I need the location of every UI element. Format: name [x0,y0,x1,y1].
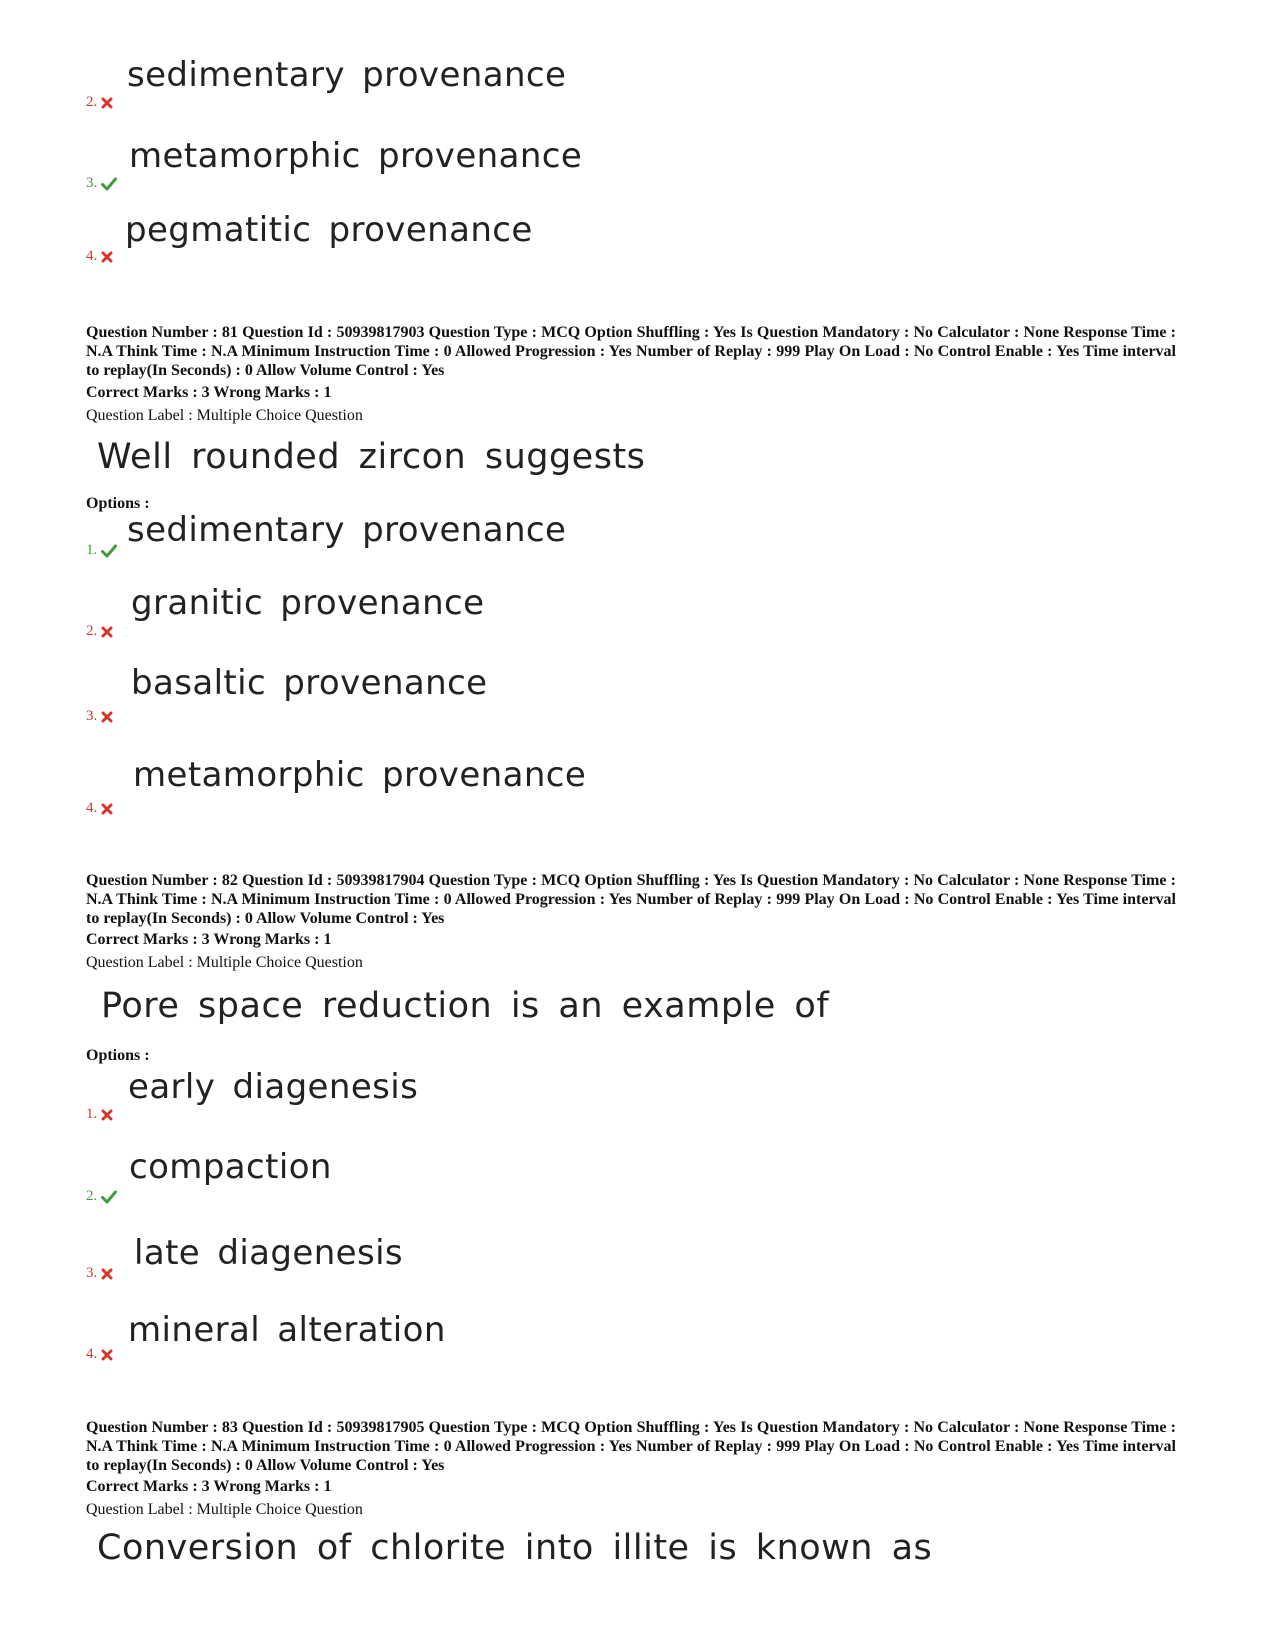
option-marker: 3. [86,1266,113,1281]
correct-check-icon [101,177,117,191]
option-marker: 4. [86,1347,113,1362]
question-label: Question Label : Multiple Choice Question [86,407,363,424]
option-marker: 3. [86,709,113,724]
wrong-cross-icon [101,1268,113,1280]
option-marker: 4. [86,801,113,816]
correct-check-icon [101,1190,117,1204]
option-marker: 2. [86,624,113,639]
options-heading: Options : [86,495,150,512]
option-text: pegmatitic provenance [125,210,533,250]
options-heading: Options : [86,1047,150,1064]
wrong-cross-icon [101,803,113,815]
option-text: compaction [129,1147,332,1187]
option-marker: 1. [86,1107,113,1122]
option-text: early diagenesis [128,1067,419,1107]
question-marks: Correct Marks : 3 Wrong Marks : 1 [86,931,332,948]
question-meta: Question Number : 82 Question Id : 50939817904 Question Type : MCQ Option Shuffling : Yes Is Question Mandatory : No Calculator : None Response Time : N.A Think Time : N.A Minimum Instruction Time : 0 Allowed Progression : Yes Number of Replay : 999 Play On Load : No Control Enable : Yes Time interval to replay(In Seconds) : 0 Allow Volume Control : Yes [86,872,1176,927]
wrong-cross-icon [101,711,113,723]
wrong-cross-icon [101,251,113,263]
question-marks: Correct Marks : 3 Wrong Marks : 1 [86,1478,332,1495]
question-marks: Correct Marks : 3 Wrong Marks : 1 [86,384,332,401]
option-marker: 2. [86,95,113,110]
question-meta: Question Number : 81 Question Id : 50939817903 Question Type : MCQ Option Shuffling : Yes Is Question Mandatory : No Calculator : None Response Time : N.A Think Time : N.A Minimum Instruction Time : 0 Allowed Progression : Yes Number of Replay : 999 Play On Load : No Control Enable : Yes Time interval to replay(In Seconds) : 0 Allow Volume Control : Yes [86,324,1176,379]
wrong-cross-icon [101,626,113,638]
option-text: granitic provenance [131,583,485,623]
question-label: Question Label : Multiple Choice Question [86,954,363,971]
option-text: basaltic provenance [131,663,488,703]
wrong-cross-icon [101,1349,113,1361]
option-text: metamorphic provenance [129,136,583,176]
option-text: sedimentary provenance [127,510,567,550]
wrong-cross-icon [101,1109,113,1121]
question-text: Conversion of chlorite into illite is known as [97,1528,933,1568]
question-text: Well rounded zircon suggests [97,437,646,477]
option-marker: 4. [86,249,113,264]
question-meta: Question Number : 83 Question Id : 50939817905 Question Type : MCQ Option Shuffling : Yes Is Question Mandatory : No Calculator : None Response Time : N.A Think Time : N.A Minimum Instruction Time : 0 Allowed Progression : Yes Number of Replay : 999 Play On Load : No Control Enable : Yes Time interval to replay(In Seconds) : 0 Allow Volume Control : Yes [86,1419,1176,1474]
question-text: Pore space reduction is an example of [101,986,830,1026]
question-label: Question Label : Multiple Choice Question [86,1501,363,1518]
wrong-cross-icon [101,97,113,109]
correct-check-icon [101,544,117,558]
option-text: mineral alteration [128,1310,446,1350]
option-marker: 3. [86,176,117,191]
option-marker: 1. [86,543,117,558]
option-text: metamorphic provenance [133,755,587,795]
option-text: late diagenesis [134,1233,404,1273]
option-marker: 2. [86,1189,117,1204]
option-text: sedimentary provenance [127,55,567,95]
